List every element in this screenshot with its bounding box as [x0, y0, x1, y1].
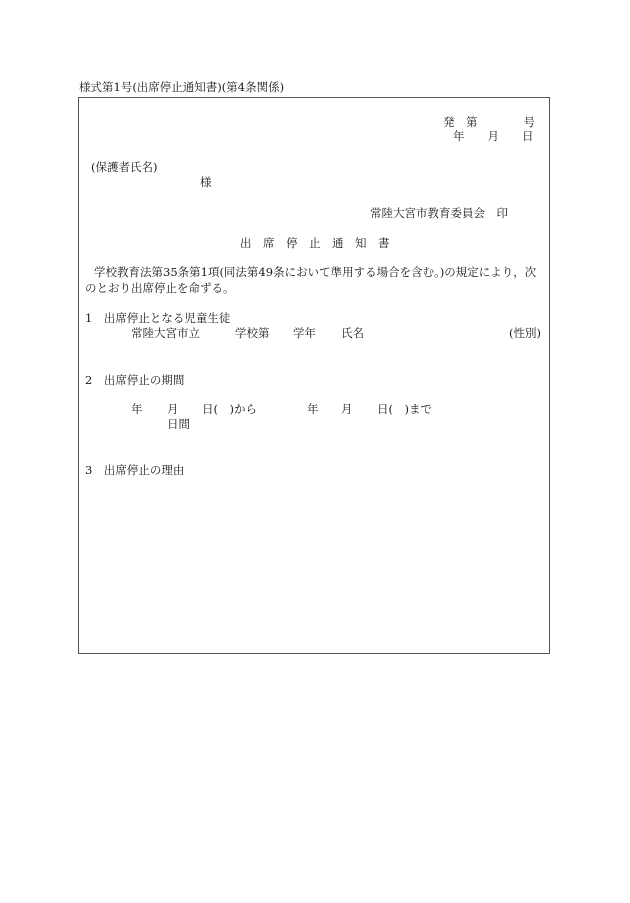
issue-number: 発 第 号 — [443, 115, 535, 129]
student-grade: 学年 — [293, 326, 316, 340]
section-3-heading: 3 出席停止の理由 — [85, 463, 185, 477]
student-name-label: 氏名 — [341, 326, 364, 340]
period-from-day: 日( )から — [202, 402, 257, 416]
body-line-2: のとおり出席停止を命ずる。 — [85, 281, 235, 295]
issue-date: 年 月 日 — [453, 129, 534, 143]
form-label: 様式第1号(出席停止通知書)(第4条関係) — [79, 80, 285, 94]
student-school: 常陸大宮市立 — [131, 326, 200, 340]
recipient-label: (保護者氏名) — [91, 160, 158, 174]
honorific: 様 — [200, 175, 212, 189]
period-from-year: 年 — [131, 402, 143, 416]
section-2-heading: 2 出席停止の期間 — [85, 373, 185, 387]
section-1-heading: 1 出席停止となる児童生徒 — [85, 311, 231, 325]
issuer: 常陸大宮市教育委員会 印 — [370, 206, 508, 220]
period-to-year: 年 — [307, 402, 319, 416]
period-to-month: 月 — [341, 402, 353, 416]
body-line-1: 学校教育法第35条第1項(同法第49条において準用する場合を含む。)の規定により，次 — [94, 265, 537, 279]
document-title: 出 席 停 止 通 知 書 — [240, 236, 390, 250]
student-grade-prefix: 学校第 — [235, 326, 270, 340]
student-sex-label: (性別) — [509, 326, 541, 340]
period-from-month: 月 — [167, 402, 179, 416]
period-days: 日間 — [167, 417, 190, 431]
period-to-day: 日( )まで — [377, 402, 432, 416]
